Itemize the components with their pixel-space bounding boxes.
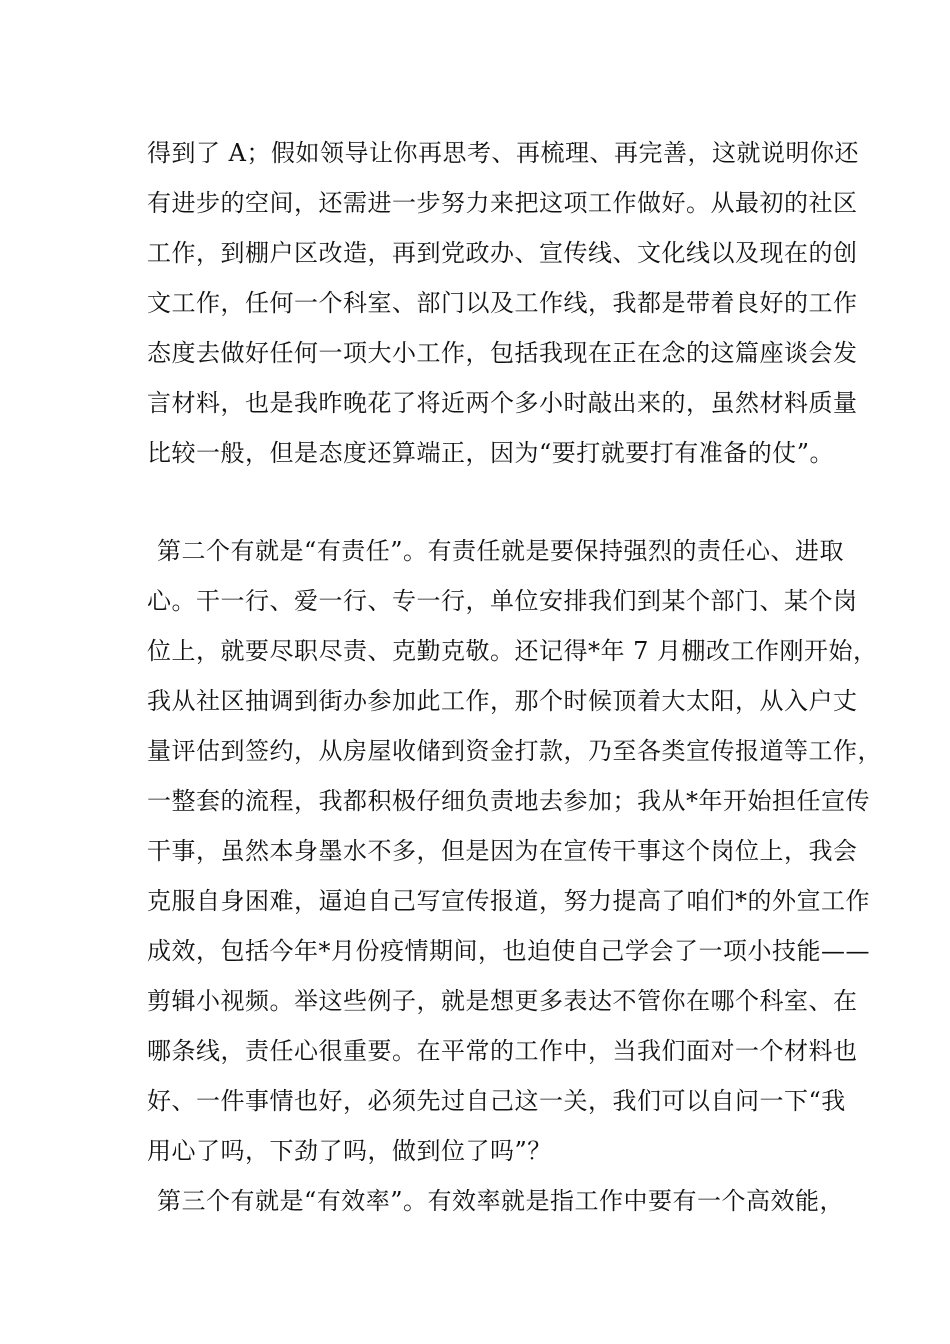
paragraph-2-line-3: 位上，就要尽职尽责、克勤克敬。还记得*年 7 月棚改工作刚开始，	[147, 637, 878, 665]
paragraph-1-line-1: 得到了 A；假如领导让你再思考、再梳理、再完善，这就说明你还	[147, 139, 859, 167]
paragraph-1-line-5: 态度去做好任何一项大小工作，包括我现在正在念的这篇座谈会发	[147, 339, 858, 367]
paragraph-1-line-6: 言材料，也是我昨晚花了将近两个多小时敲出来的，虽然材料质量	[147, 389, 858, 417]
paragraph-2-line-5: 量评估到签约，从房屋收储到资金打款，乃至各类宣传报道等工作，	[147, 737, 882, 765]
paragraph-3-line-1: 第三个有就是“有效率”。有效率就是指工作中要有一个高效能，	[157, 1187, 845, 1215]
paragraph-1-line-3: 工作，到棚户区改造，再到党政办、宣传线、文化线以及现在的创	[147, 239, 858, 267]
paragraph-2-line-2: 心。干一行、爱一行、专一行，单位安排我们到某个部门、某个岗	[147, 587, 858, 615]
paragraph-2-line-4: 我从社区抽调到街办参加此工作，那个时候顶着大太阳，从入户丈	[147, 687, 858, 715]
paragraph-1-line-2: 有进步的空间，还需进一步努力来把这项工作做好。从最初的社区	[147, 189, 858, 217]
paragraph-2-line-10: 剪辑小视频。举这些例子，就是想更多表达不管你在哪个科室、在	[147, 987, 858, 1015]
paragraph-1-line-7: 比较一般，但是态度还算端正，因为“要打就要打有准备的仗”。	[147, 439, 835, 467]
paragraph-2-line-6: 一整套的流程，我都积极仔细负责地去参加；我从*年开始担任宣传	[147, 787, 870, 815]
paragraph-2-line-1: 第二个有就是“有责任”。有责任就是要保持强烈的责任心、进取	[157, 537, 845, 565]
paragraph-2-line-8: 克服自身困难，逼迫自己写宣传报道，努力提高了咱们*的外宣工作	[147, 887, 870, 915]
paragraph-2-line-9: 成效，包括今年*月份疫情期间，也迫使自己学会了一项小技能——	[147, 937, 870, 965]
paragraph-2-line-11: 哪条线，责任心很重要。在平常的工作中，当我们面对一个材料也	[147, 1037, 858, 1065]
paragraph-2-line-12: 好、一件事情也好，必须先过自己这一关，我们可以自问一下“我	[147, 1087, 846, 1115]
paragraph-2-line-7: 干事，虽然本身墨水不多，但是因为在宣传干事这个岗位上，我会	[147, 837, 858, 865]
paragraph-2-line-13: 用心了吗，下劲了吗，做到位了吗”？	[147, 1137, 552, 1165]
paragraph-1-line-4: 文工作，任何一个科室、部门以及工作线，我都是带着良好的工作	[147, 289, 858, 317]
